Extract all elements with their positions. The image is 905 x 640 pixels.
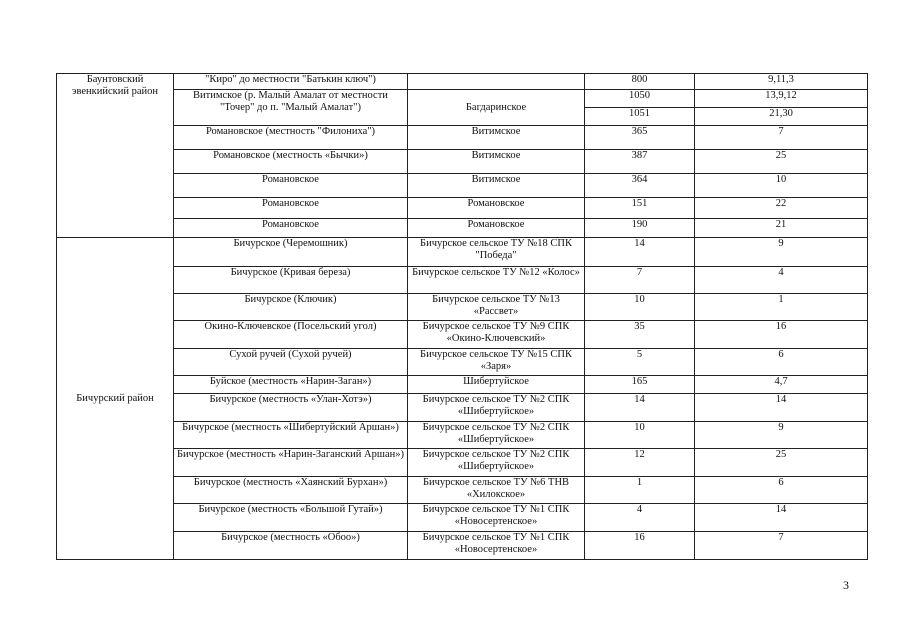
- location-cell: Бичурское (местность «Обоо»): [174, 532, 408, 560]
- org-cell: Бичурское сельское ТУ №13 «Рассвет»: [408, 294, 585, 321]
- location-cell: Романовское: [174, 219, 408, 238]
- org-cell: Бичурское сельское ТУ №6 ТНВ «Хилокское»: [408, 477, 585, 504]
- table-row: [57, 394, 868, 422]
- org-cell: Романовское: [408, 219, 585, 238]
- org-cell: Бичурское сельское ТУ №2 СПК «Шибертуйское»: [408, 449, 585, 477]
- table-row: [57, 219, 868, 238]
- org-cell: Бичурское сельское ТУ №1 СПК «Новосертенское»: [408, 504, 585, 532]
- location-cell: Сухой ручей (Сухой ручей): [174, 349, 408, 376]
- table-row: [57, 321, 868, 349]
- value-1-cell: 1050: [585, 90, 695, 108]
- org-cell: Бичурское сельское ТУ №15 СПК «Заря»: [408, 349, 585, 376]
- org-cell: Витимское: [408, 150, 585, 174]
- value-2-cell: 9,11,3: [695, 74, 868, 90]
- table-row: [57, 126, 868, 150]
- value-1-cell: 365: [585, 126, 695, 150]
- table-row: [57, 376, 868, 394]
- value-1-cell: 14: [585, 238, 695, 267]
- location-cell: Бичурское (Ключик): [174, 294, 408, 321]
- table-row: [57, 449, 868, 477]
- location-cell: Бичурское (местность «Улан-Хотэ»): [174, 394, 408, 422]
- value-1-cell: 1051: [585, 108, 695, 126]
- org-cell: [408, 74, 585, 90]
- org-cell: Бичурское сельское ТУ №2 СПК «Шибертуйское»: [408, 394, 585, 422]
- location-cell: Бичурское (Черемошник): [174, 238, 408, 267]
- location-cell: Бичурское (местность «Нарин-Заганский Аршан»): [174, 449, 408, 477]
- page-number: 3: [843, 578, 849, 592]
- value-1-cell: 165: [585, 376, 695, 394]
- value-1-cell: 800: [585, 74, 695, 90]
- value-2-cell: 10: [695, 174, 868, 198]
- location-cell: "Киро" до местности "Батькин ключ"): [174, 74, 408, 90]
- table-row: [57, 532, 868, 560]
- district-cell: Бичурский район: [57, 238, 174, 560]
- org-cell: Багдаринское: [408, 90, 585, 126]
- table-row: [57, 174, 868, 198]
- value-2-cell: 22: [695, 198, 868, 219]
- value-1-cell: 10: [585, 294, 695, 321]
- value-1-cell: 12: [585, 449, 695, 477]
- value-2-cell: 1: [695, 294, 868, 321]
- org-cell: Шибертуйское: [408, 376, 585, 394]
- location-cell: Окино-Ключевское (Посельский угол): [174, 321, 408, 349]
- table-row: [57, 422, 868, 449]
- value-2-cell: 6: [695, 349, 868, 376]
- org-cell: Бичурское сельское ТУ №1 СПК «Новосертенское»: [408, 532, 585, 560]
- value-2-cell: 7: [695, 532, 868, 560]
- value-1-cell: 4: [585, 504, 695, 532]
- org-cell: Романовское: [408, 198, 585, 219]
- value-1-cell: 190: [585, 219, 695, 238]
- table-row: [57, 477, 868, 504]
- org-cell: Бичурское сельское ТУ №9 СПК «Окино-Ключевский»: [408, 321, 585, 349]
- value-1-cell: 7: [585, 267, 695, 294]
- value-2-cell: 21: [695, 219, 868, 238]
- value-2-cell: 4: [695, 267, 868, 294]
- value-1-cell: 10: [585, 422, 695, 449]
- location-cell: Романовское: [174, 198, 408, 219]
- value-2-cell: 9: [695, 238, 868, 267]
- org-cell: Витимское: [408, 174, 585, 198]
- value-2-cell: 7: [695, 126, 868, 150]
- location-cell: Романовское (местность "Филониха"): [174, 126, 408, 150]
- org-cell: Бичурское сельское ТУ №12 «Колос»: [408, 267, 585, 294]
- land-table: [56, 73, 868, 560]
- location-cell: Бичурское (Кривая береза): [174, 267, 408, 294]
- table-row: [57, 294, 868, 321]
- value-1-cell: 14: [585, 394, 695, 422]
- value-2-cell: 14: [695, 394, 868, 422]
- value-1-cell: 151: [585, 198, 695, 219]
- value-1-cell: 35: [585, 321, 695, 349]
- location-cell: Романовское (местность «Бычки»): [174, 150, 408, 174]
- district-cell: Баунтовский эвенкийский район: [57, 74, 174, 238]
- location-cell: Бичурское (местность «Шибертуйский Аршан»): [174, 422, 408, 449]
- value-2-cell: 16: [695, 321, 868, 349]
- table-row: [57, 267, 868, 294]
- location-cell: Бичурское (местность «Большой Гутай»): [174, 504, 408, 532]
- table-row: [57, 238, 868, 267]
- value-2-cell: 9: [695, 422, 868, 449]
- location-cell: Романовское: [174, 174, 408, 198]
- value-1-cell: 16: [585, 532, 695, 560]
- location-cell: Буйское (местность «Нарин-Заган»): [174, 376, 408, 394]
- value-2-cell: 25: [695, 449, 868, 477]
- value-2-cell: 4,7: [695, 376, 868, 394]
- table-row: [57, 90, 868, 108]
- value-1-cell: 387: [585, 150, 695, 174]
- location-cell: Витимское (р. Малый Амалат от местности "Точер" до п. "Малый Амалат"): [174, 90, 408, 126]
- value-2-cell: 6: [695, 477, 868, 504]
- location-cell: Бичурское (местность «Хаянский Бурхан»): [174, 477, 408, 504]
- table-row: [57, 504, 868, 532]
- org-cell: Бичурское сельское ТУ №18 СПК "Победа": [408, 238, 585, 267]
- value-2-cell: 21,30: [695, 108, 868, 126]
- org-cell: Витимское: [408, 126, 585, 150]
- table-row: [57, 349, 868, 376]
- value-1-cell: 364: [585, 174, 695, 198]
- value-2-cell: 13,9,12: [695, 90, 868, 108]
- table-row: [57, 150, 868, 174]
- table-row: [57, 74, 868, 90]
- value-2-cell: 14: [695, 504, 868, 532]
- value-1-cell: 1: [585, 477, 695, 504]
- org-cell: Бичурское сельское ТУ №2 СПК «Шибертуйское»: [408, 422, 585, 449]
- value-2-cell: 25: [695, 150, 868, 174]
- table-row: [57, 198, 868, 219]
- value-1-cell: 5: [585, 349, 695, 376]
